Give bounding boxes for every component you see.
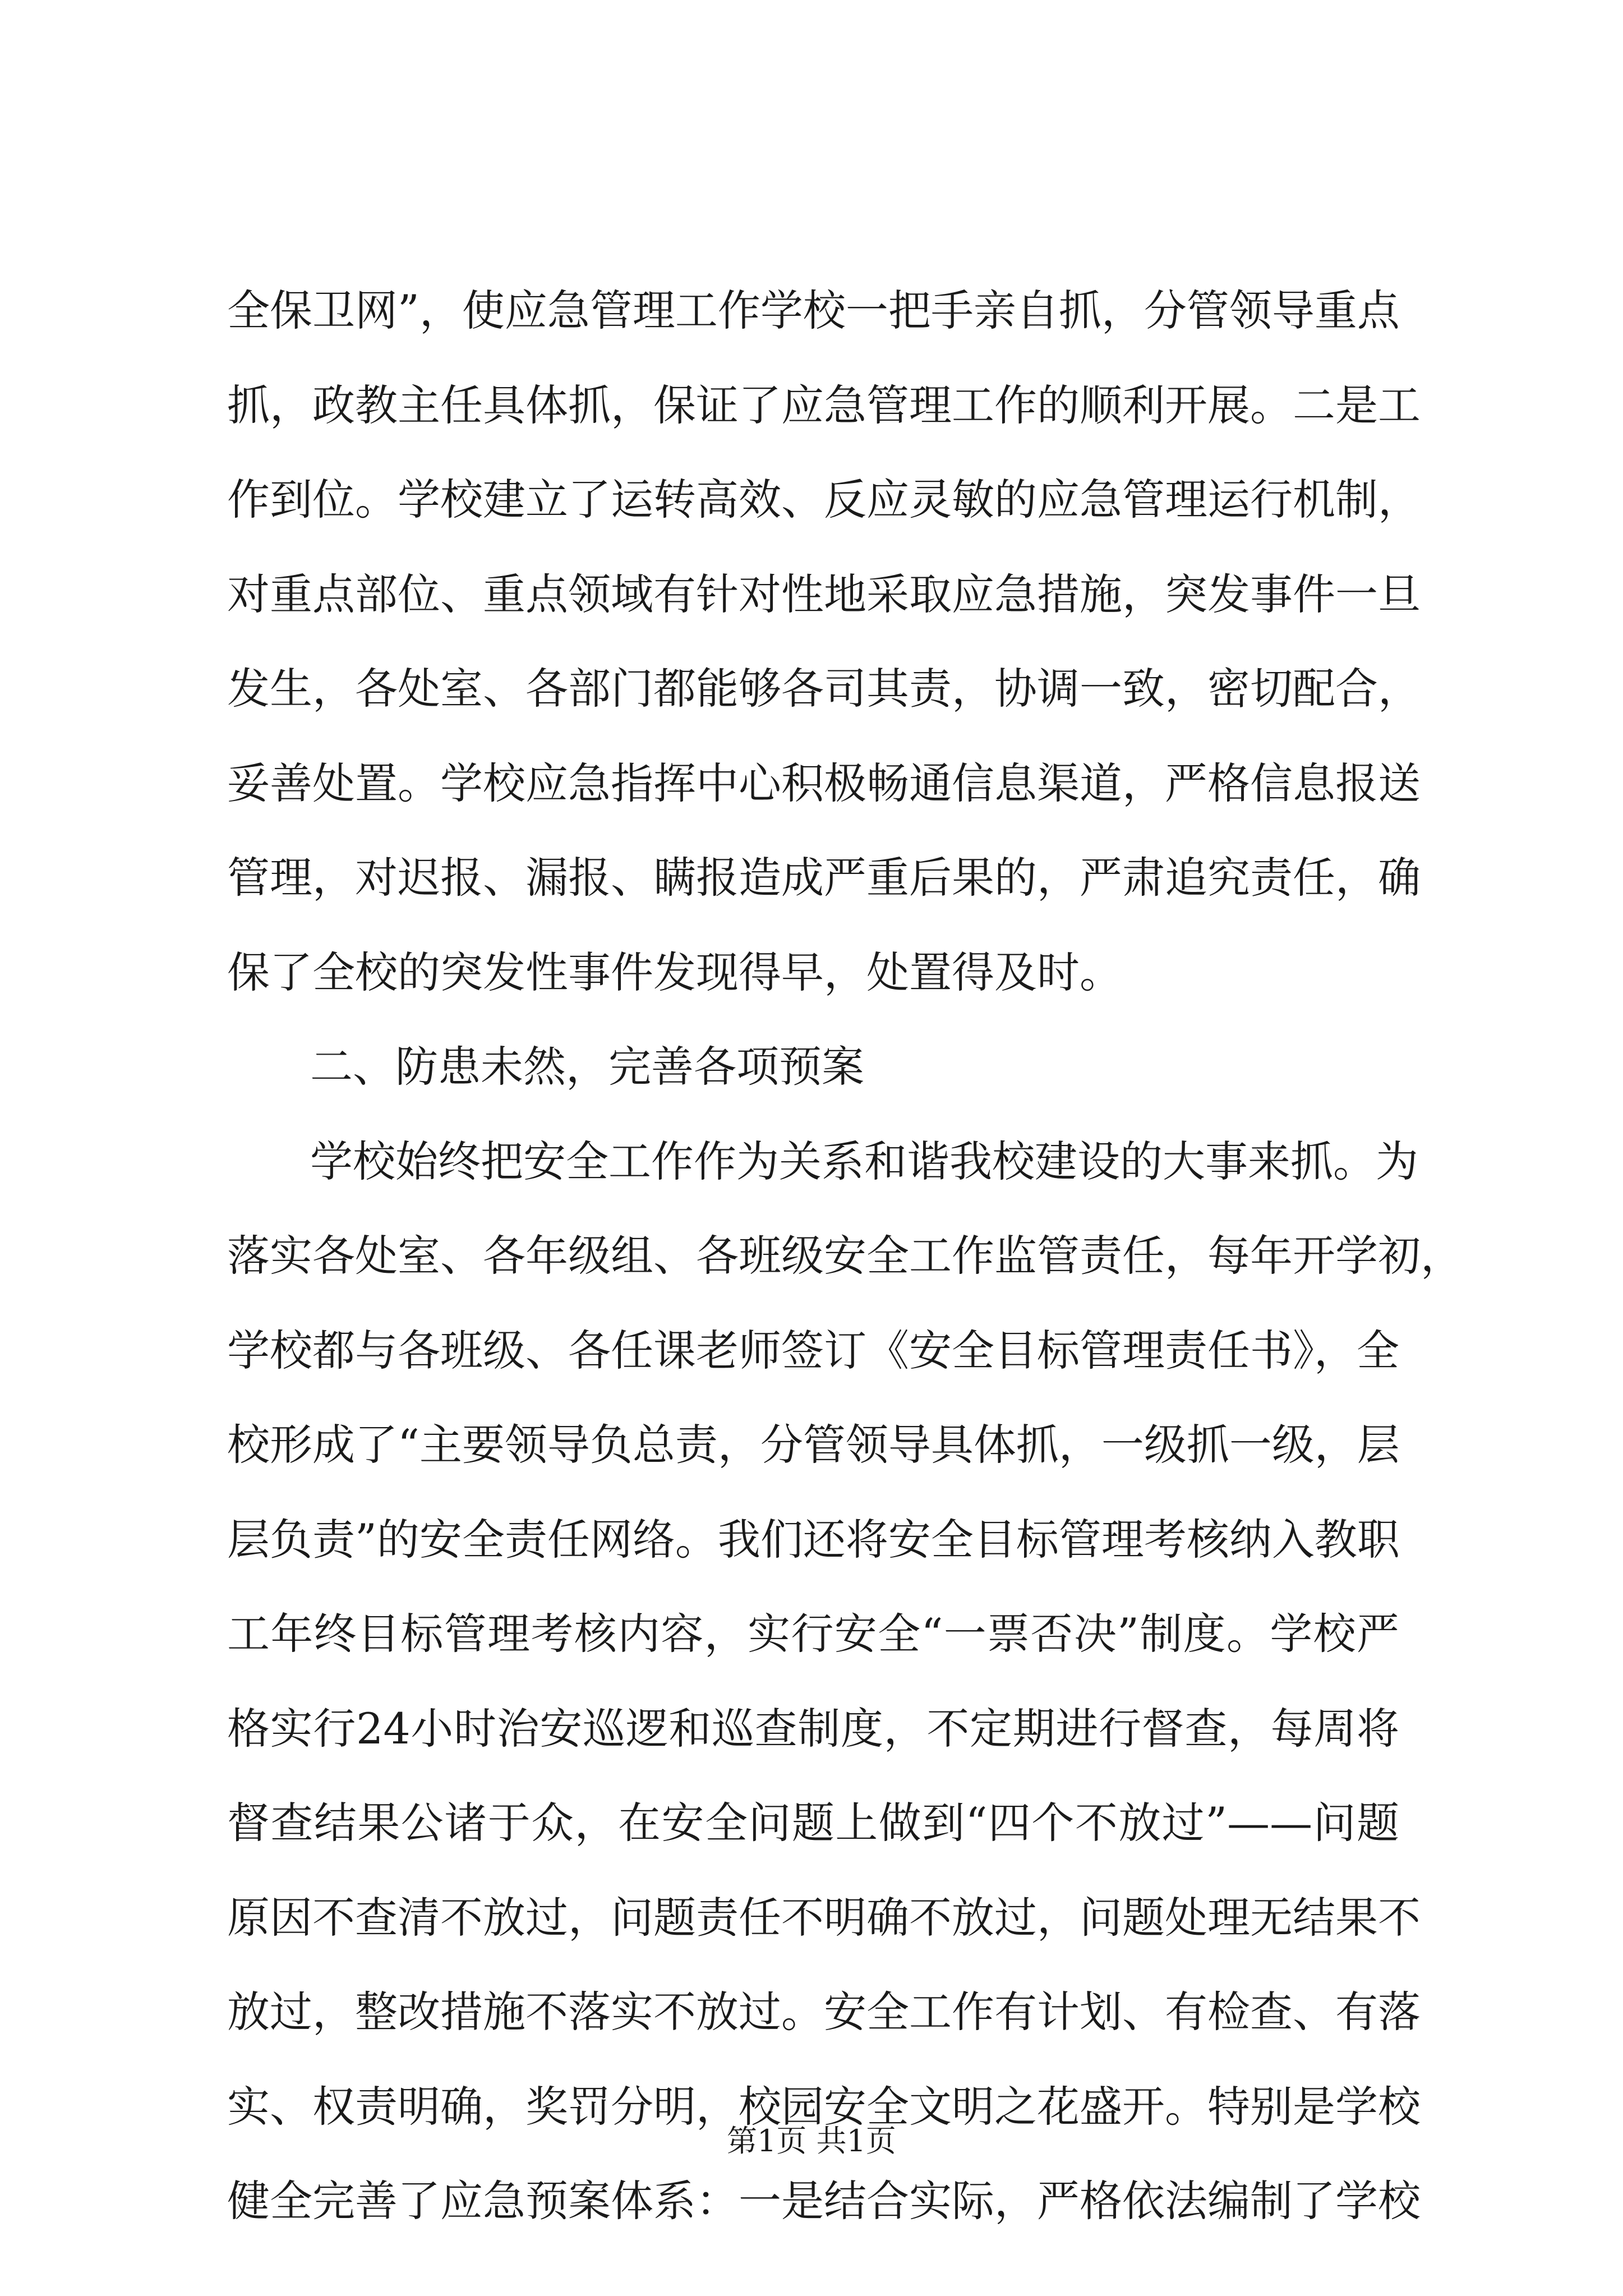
text-line: 工年终目标管理考核内容，实行安全“一票否决”制度。学校严	[227, 1609, 1399, 1659]
text-line: 妥善处置。学校应急指挥中心积极畅通信息渠道，严格信息报送	[227, 758, 1421, 808]
document-body	[227, 264, 1463, 2249]
text-line: 学校始终把安全工作作为关系和谐我校建设的大事来抓。为	[310, 1136, 1418, 1186]
text-line: 对重点部位、重点领域有针对性地采取应急措施，突发事件一旦	[227, 569, 1421, 619]
text-line: 实、权责明确，奖罚分明，校园安全文明之花盛开。特别是学校	[227, 2081, 1421, 2132]
text-line: 发生，各处室、各部门都能够各司其责，协调一致，密切配合，	[227, 664, 1421, 714]
section-heading: 二、防患未然，完善各项预案	[310, 1042, 864, 1092]
text-line: 保了全校的突发性事件发现得早，处置得及时。	[227, 947, 1122, 997]
text-line: 层负责”的安全责任网络。我们还将安全目标管理考核纳入教职	[227, 1514, 1400, 1565]
text-line: 放过，整改措施不落实不放过。安全工作有计划、有检查、有落	[227, 1987, 1421, 2037]
text-line: 作到位。学校建立了运转高效、反应灵敏的应急管理运行机制，	[227, 475, 1421, 524]
text-line: 抓，政教主任具体抓，保证了应急管理工作的顺利开展。二是工	[227, 380, 1421, 430]
page-number-footer: 第1页 共1页	[727, 2123, 896, 2159]
text-line: 全保卫网”，使应急管理工作学校一把手亲自抓，分管领导重点	[227, 286, 1400, 335]
text-line: 学校都与各班级、各任课老师签订《安全目标管理责任书》，全	[227, 1325, 1399, 1375]
text-line: 督查结果公诸于众，在安全问题上做到“四个不放过”——问题	[227, 1798, 1399, 1848]
text-line: 格实行24小时治安巡逻和巡查制度，不定期进行督查，每周将	[227, 1703, 1399, 1754]
text-line: 落实各处室、各年级组、各班级安全工作监管责任，每年开学初，	[227, 1231, 1463, 1281]
text-line: 原因不查清不放过，问题责任不明确不放过，问题处理无结果不	[227, 1892, 1421, 1943]
text-line: 健全完善了应急预案体系：一是结合实际，严格依法编制了学校	[227, 2176, 1421, 2226]
text-line: 管理，对迟报、漏报、瞒报造成严重后果的，严肃追究责任，确	[227, 853, 1421, 903]
text-line: 校形成了“主要领导负总责，分管领导具体抓，一级抓一级，层	[227, 1420, 1400, 1470]
